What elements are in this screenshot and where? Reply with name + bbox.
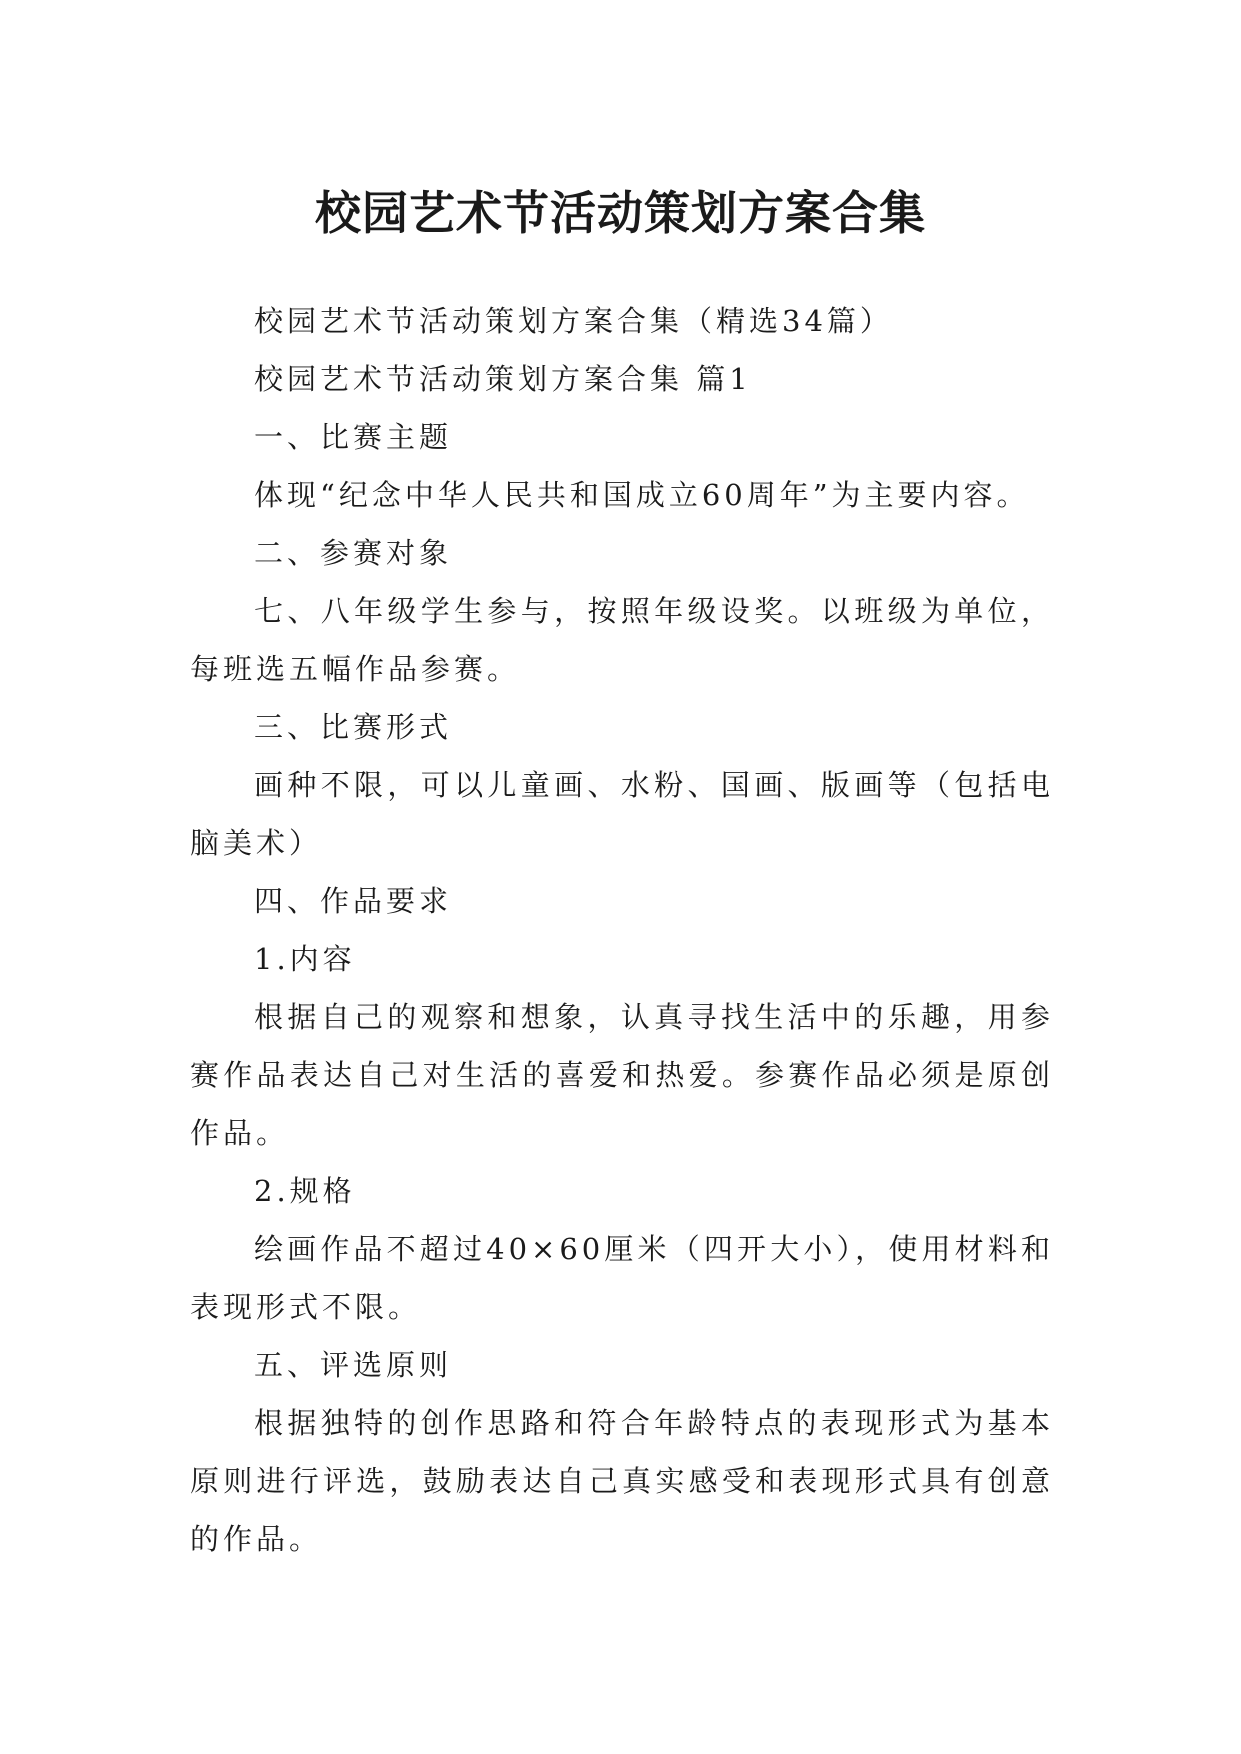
section-heading-participants: 二、参赛对象 — [254, 536, 453, 570]
section-heading-format: 三、比赛形式 — [254, 710, 453, 744]
paragraph-theme: 体现“纪念中华人民共和国成立60周年”为主要内容。 — [254, 478, 1030, 512]
paragraph-content: 根据自己的观察和想象，认真寻找生活中的乐趣，用参赛作品表达自己对生活的喜爱和热爱。参赛作品必须是原创作品。 — [190, 1000, 1054, 1150]
subheading-spec: 2.规格 — [254, 1174, 356, 1208]
paragraph-criteria: 根据独特的创作思路和符合年龄特点的表现形式为基本原则进行评选，鼓励表达自己真实感受和表现形式具有创意的作品。 — [190, 1406, 1054, 1556]
section-heading-criteria: 五、评选原则 — [254, 1348, 453, 1382]
paragraph-article-heading: 校园艺术节活动策划方案合集 篇1 — [254, 362, 752, 396]
document-title: 校园艺术节活动策划方案合集 — [315, 185, 926, 240]
paragraph-format: 画种不限，可以儿童画、水粉、国画、版画等（包括电脑美术） — [190, 768, 1054, 860]
subheading-content: 1.内容 — [254, 942, 356, 976]
paragraph-spec: 绘画作品不超过40×60厘米（四开大小），使用材料和表现形式不限。 — [190, 1232, 1054, 1324]
paragraph-participants: 七、八年级学生参与，按照年级设奖。以班级为单位，每班选五幅作品参赛。 — [190, 594, 1054, 686]
section-heading-theme: 一、比赛主题 — [254, 420, 453, 454]
document-body — [190, 292, 1054, 1568]
section-heading-requirements: 四、作品要求 — [254, 884, 453, 918]
paragraph-subtitle: 校园艺术节活动策划方案合集（精选34篇） — [254, 304, 893, 338]
